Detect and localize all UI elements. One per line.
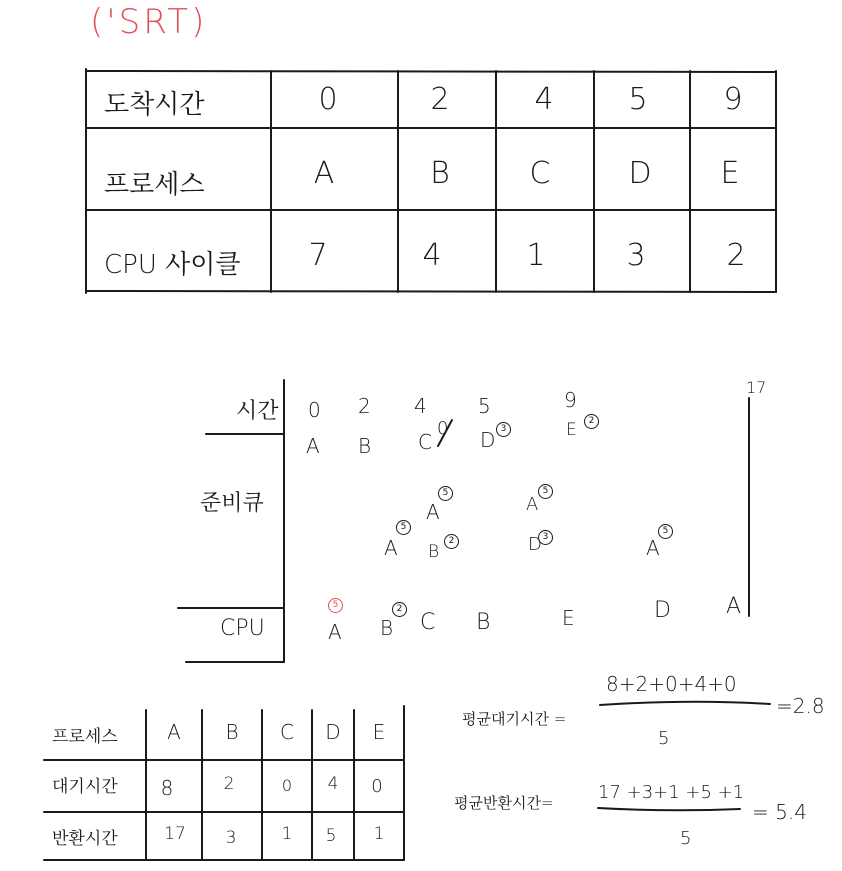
gantt-time-0: 0 (308, 398, 321, 422)
circled-number-icon: 2 (584, 414, 599, 429)
result-process-b: B (225, 720, 239, 744)
ready-queue-entry: A (646, 536, 660, 560)
cpu-slot: B (476, 610, 491, 635)
table2-row-label-turnaround: 반환시간 (52, 829, 118, 849)
avg-wait-denominator: 5 (658, 728, 670, 749)
gantt-arrival-c: C (418, 430, 432, 454)
cpu-cycle-a: 7 (308, 238, 328, 273)
arrival-time-a: 0 (318, 82, 338, 117)
avg-wait-fraction-bar (600, 702, 770, 705)
wait-time-d: 4 (327, 774, 339, 794)
cpu-slot: D (654, 598, 671, 623)
cpu-cycle-d: 3 (626, 238, 646, 273)
turnaround-time-b: 3 (225, 828, 237, 848)
table1-top-border (86, 71, 776, 72)
circled-number-icon: 5 (438, 486, 453, 501)
ready-queue-entry-remaining (396, 514, 411, 535)
ready-queue-entry: A (526, 494, 539, 515)
ready-queue-entry: B (428, 542, 440, 562)
avg-wait-numerator: 8+2+0+4+0 (606, 672, 737, 696)
gantt-time-9: 9 (564, 388, 577, 412)
gantt-arrival-d-remaining (496, 416, 511, 437)
arrival-time-e: 9 (723, 82, 743, 117)
ready-queue-entry-remaining (538, 478, 553, 499)
wait-time-a: 8 (160, 776, 174, 800)
circled-number-icon: 5 (538, 484, 553, 499)
arrival-time-d: 5 (628, 82, 648, 117)
cpu-slot: A (726, 594, 742, 619)
gantt-arrival-e: E (566, 420, 577, 440)
avg-turnaround-label: 평균반환시간= (454, 794, 554, 812)
page-title: ('SRT) (90, 2, 208, 42)
ready-queue-entry: D (528, 534, 542, 555)
gantt-arrival-c-struck-value: 0 (437, 418, 449, 439)
gantt-arrival-a: A (306, 434, 320, 458)
cpu-slot: B (380, 616, 394, 640)
avg-wait-result: =2.8 (776, 694, 825, 718)
circled-number-icon: 3 (496, 422, 511, 437)
turnaround-time-d: 5 (325, 826, 337, 846)
table1-row-label-process: 프로세스 (104, 170, 205, 200)
gantt-end-time: 17 (746, 378, 767, 397)
arrival-time-b: 2 (430, 82, 450, 117)
ready-queue-entry-remaining (538, 524, 553, 545)
cpu-cycle-c: 1 (526, 238, 546, 273)
gantt-time-5: 5 (478, 394, 491, 418)
table1-row-label-arrival: 도착시간 (104, 90, 205, 120)
cpu-cycle-e: 2 (726, 238, 746, 273)
circled-number-icon: 3 (538, 530, 553, 545)
result-process-e: E (372, 720, 386, 744)
avg-turnaround-numerator: 17 +3+1 +5 +1 (598, 782, 745, 803)
result-process-a: A (167, 720, 181, 744)
cpu-b-remaining (392, 596, 407, 617)
result-process-c: C (280, 720, 294, 744)
cpu-a-remaining (328, 592, 343, 613)
cpu-cycle-b: 4 (422, 238, 442, 273)
ready-queue-entry-remaining (658, 518, 673, 539)
avg-turnaround-denominator: 5 (680, 828, 692, 849)
process-d: D (628, 156, 652, 191)
process-b: B (430, 156, 450, 191)
process-e: E (720, 156, 740, 191)
turnaround-time-e: 1 (373, 824, 385, 844)
process-a: A (313, 156, 335, 191)
circled-number-icon: 2 (444, 534, 459, 549)
cpu-slot: C (420, 610, 436, 635)
avg-turnaround-result: = 5.4 (752, 800, 807, 824)
circled-number-icon: 5 (396, 520, 411, 535)
ready-queue-label: 준비큐 (200, 491, 264, 516)
wait-time-e: 0 (371, 776, 383, 797)
gantt-time-2: 2 (358, 394, 371, 418)
gantt-time-4: 4 (414, 394, 427, 418)
process-c: C (529, 156, 551, 191)
table2-row-label-wait: 대기시간 (52, 777, 118, 797)
wait-time-c: 0 (281, 776, 293, 795)
gantt-arrival-d: D (480, 428, 496, 452)
table2-row-label-process: 프로세스 (52, 727, 118, 747)
wait-time-b: 2 (223, 774, 235, 794)
circled-number-icon: 5 (328, 598, 343, 613)
gantt-arrival-b: B (358, 434, 372, 458)
ready-queue-entry: A (426, 500, 440, 524)
cpu-slot: E (562, 606, 575, 630)
ready-queue-entry-remaining (444, 528, 459, 549)
gantt-arrival-e-remaining (584, 408, 599, 429)
arrival-time-c: 4 (534, 82, 554, 117)
circled-number-icon: 2 (392, 602, 407, 617)
table1-row-label-cpu-cycle: CPU 사이클 (104, 250, 241, 280)
gantt-time-label: 시간 (236, 399, 279, 424)
circled-number-icon: 5 (658, 524, 673, 539)
turnaround-time-a: 17 (164, 824, 186, 844)
table1-bottom-border (86, 291, 776, 292)
cpu-label: CPU (220, 616, 265, 641)
ready-queue-entry: A (384, 536, 398, 560)
result-process-d: D (325, 720, 341, 744)
cpu-slot: A (328, 620, 342, 644)
avg-wait-label: 평균대기시간 = (462, 710, 567, 728)
avg-turn-fraction-bar (598, 808, 740, 810)
turnaround-time-c: 1 (281, 824, 293, 844)
ready-queue-entry-remaining (438, 480, 453, 501)
